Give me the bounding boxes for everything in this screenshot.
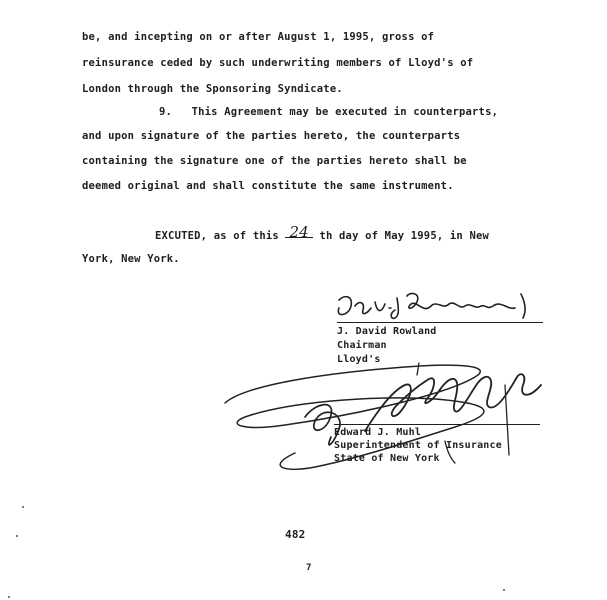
body-line-3: London through the Sponsoring Syndicate. — [82, 83, 343, 95]
scan-speck — [8, 596, 10, 598]
page-number: 482 — [285, 528, 306, 541]
scan-speck — [22, 506, 24, 508]
rowland-signature-line — [337, 322, 543, 323]
muhl-name: Edward J. Muhl — [334, 427, 422, 438]
muhl-title: Superintendent of Insurance — [334, 440, 502, 451]
rowland-org: Lloyd's — [337, 354, 381, 365]
body-line-6: containing the signature one of the parties hereto shall be — [82, 155, 467, 167]
rowland-name: J. David Rowland — [337, 326, 437, 337]
body-line-1: be, and incepting on or after August 1, 1995, gross of — [82, 31, 435, 43]
executed-line-1 — [155, 223, 490, 242]
body-line-5: and upon signature of the parties hereto, the counterparts — [82, 130, 461, 142]
rowland-title: Chairman — [337, 340, 387, 351]
muhl-org: State of New York — [334, 453, 440, 464]
body-line-2: reinsurance ceded by such underwriting members of Lloyd's of — [82, 57, 474, 69]
scan-speck — [16, 535, 18, 537]
muhl-signature-line — [334, 424, 540, 425]
executed-text-2: th day of May 1995, in New — [312, 230, 490, 242]
muhl-signature — [205, 355, 565, 490]
executed-text-1: , as of this — [200, 230, 286, 242]
rowland-signature — [325, 288, 540, 330]
handwritten-day: 24 — [285, 227, 313, 238]
paragraph-9-line-1: 9. This Agreement may be executed in counterparts, — [159, 106, 499, 118]
executed-line-2: York, New York. — [82, 253, 180, 265]
scan-speck — [503, 589, 505, 591]
body-line-7: deemed original and shall constitute the same instrument. — [82, 180, 454, 192]
footer-mark: 7 — [306, 563, 312, 573]
executed-word: EXCUTED — [155, 230, 201, 242]
